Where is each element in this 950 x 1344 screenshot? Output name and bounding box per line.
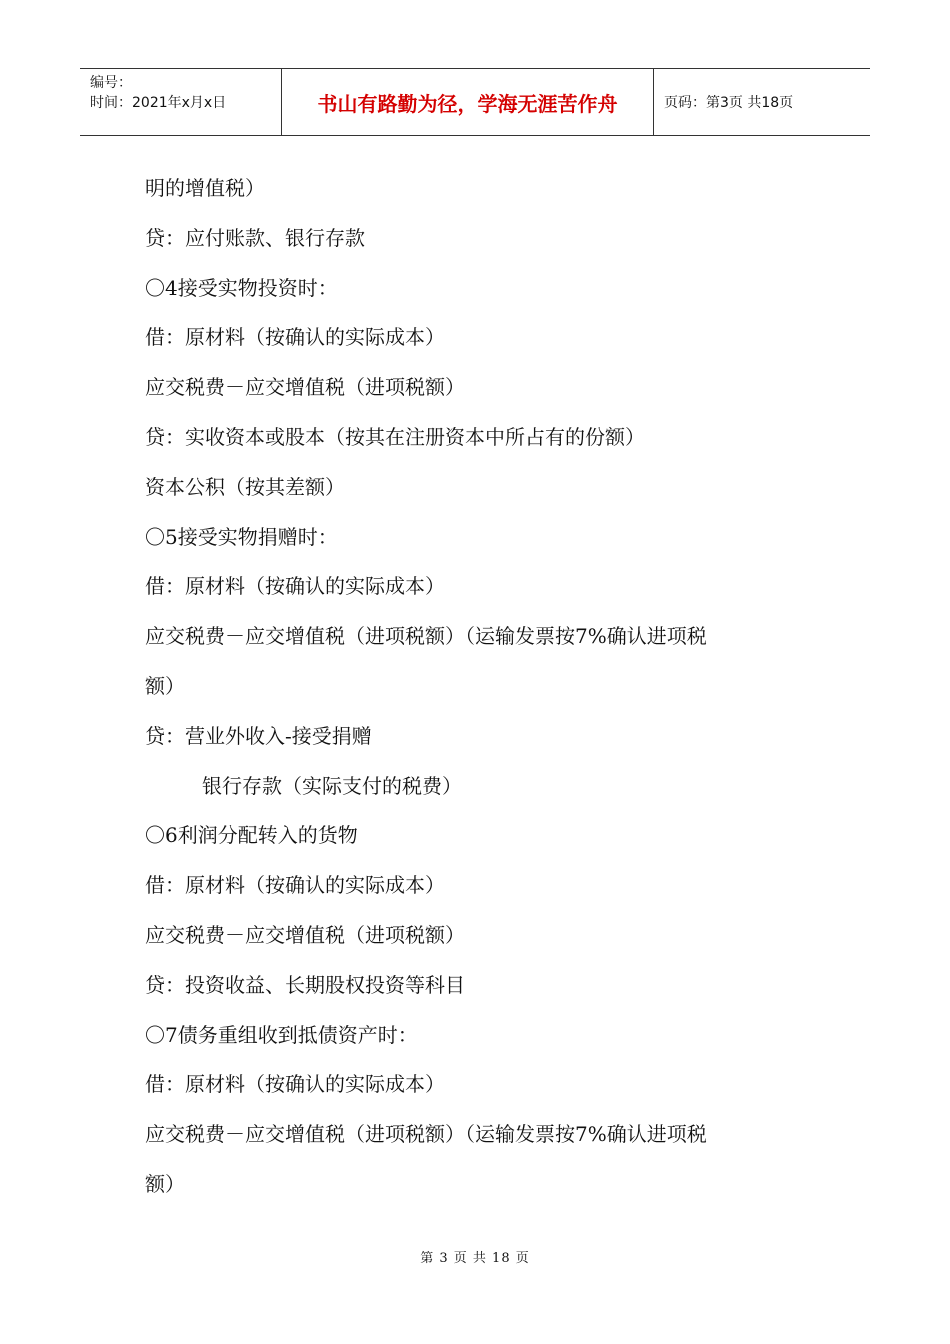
header-motto: 书山有路勤为径，学海无涯苦作舟 (282, 69, 654, 135)
text-line: 应交税费－应交增值税（进项税额）（运输发票按7%确认进项税 (145, 1122, 707, 1147)
text-line: 应交税费－应交增值税（进项税额）（运输发票按7%确认进项税 (145, 624, 707, 649)
text-line: 〇5接受实物捐赠时： (145, 524, 338, 549)
text-line: 贷：应付账款、银行存款 (145, 225, 365, 250)
text-line: 〇4接受实物投资时： (145, 275, 338, 300)
text-line: 〇7债务重组收到抵债资产时： (145, 1022, 418, 1047)
text-line: 〇6利润分配转入的货物 (145, 823, 358, 848)
date-line: 时间：2021年x月x日 (90, 95, 227, 111)
text-line: 额） (145, 673, 185, 698)
header-page-info: 页码：第3页 共18页 (664, 95, 794, 111)
text-line: 银行存款（实际支付的税费） (202, 773, 462, 798)
header-meta (80, 69, 282, 135)
text-line: 借：原材料（按确认的实际成本） (145, 574, 445, 599)
page-footer: 第 3 页 共 18 页 (420, 1251, 530, 1266)
text-line: 应交税费－应交增值税（进项税额） (145, 922, 465, 947)
text-line: 贷：投资收益、长期股权投资等科目 (145, 972, 465, 997)
text-line: 借：原材料（按确认的实际成本） (145, 325, 445, 350)
text-line: 贷：营业外收入-接受捐赠 (145, 723, 372, 748)
text-line: 应交税费－应交增值税（进项税额） (145, 375, 465, 400)
text-line: 资本公积（按其差额） (145, 474, 345, 499)
text-line: 贷：实收资本或股本（按其在注册资本中所占有的份额） (145, 424, 645, 449)
page-header (80, 68, 870, 136)
text-line: 借：原材料（按确认的实际成本） (145, 1072, 445, 1097)
serial-label: 编号： (90, 75, 132, 91)
document-body (145, 164, 825, 1210)
text-line: 借：原材料（按确认的实际成本） (145, 873, 445, 898)
text-line: 额） (145, 1171, 185, 1196)
text-line: 明的增值税） (145, 176, 265, 200)
